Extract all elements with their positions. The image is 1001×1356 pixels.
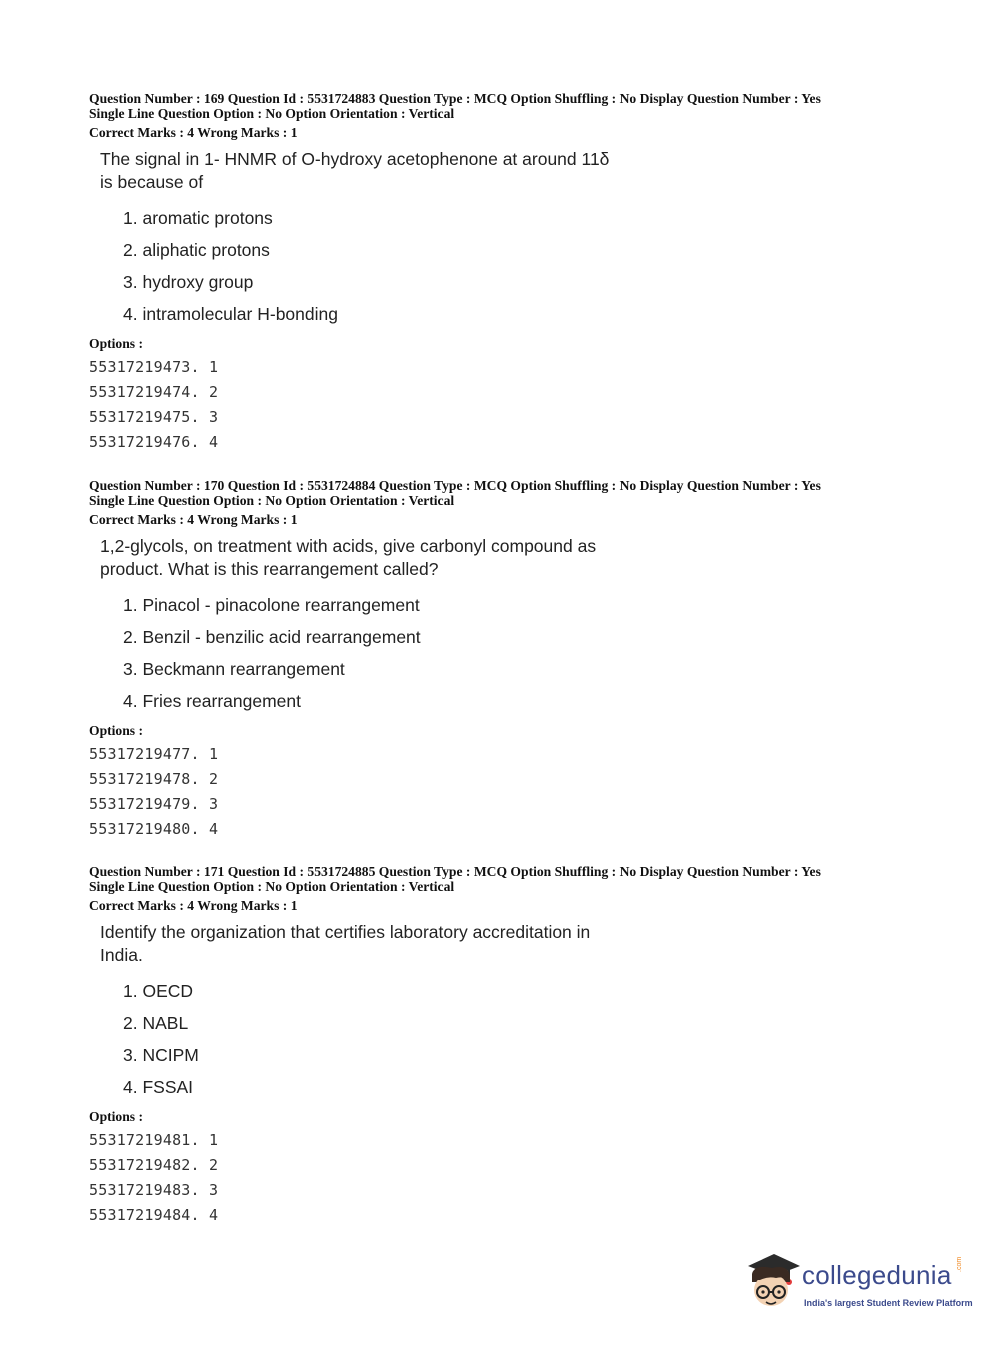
option-id-list: [89, 355, 949, 455]
logo-brand-text: collegedunia: [802, 1260, 952, 1290]
question-block-171: [89, 864, 949, 1228]
choice-item: 3. hydroxy group: [123, 272, 254, 292]
choice-item: 1. aromatic protons: [123, 208, 273, 228]
choice-item: 2. Benzil - benzilic acid rearrangement: [123, 627, 421, 647]
option-id-item: 55317219476. 4: [89, 433, 219, 451]
choice-list: [123, 202, 949, 330]
options-label: Options :: [89, 723, 144, 738]
collegedunia-logo[interactable]: [744, 1252, 974, 1316]
options-label: Options :: [89, 1109, 144, 1124]
options-label: Options :: [89, 336, 144, 351]
choice-item: 1. OECD: [123, 981, 194, 1001]
option-id-item: 55317219474. 2: [89, 383, 219, 401]
question-block-170: [89, 478, 949, 842]
option-id-list: [89, 1128, 949, 1228]
choice-item: 4. intramolecular H-bonding: [123, 304, 338, 324]
choice-item: 1. Pinacol - pinacolone rearrangement: [123, 595, 420, 615]
question-meta-line-1: Question Number : 170 Question Id : 5531724884 Question Type : MCQ Option Shuffling : No Display Question Number : Yes: [89, 478, 821, 493]
question-text: Identify the organization that certifies laboratory accreditation in India.: [100, 922, 591, 965]
question-meta-line-2: Single Line Question Option : No Option Orientation : Vertical: [89, 879, 455, 894]
option-id-item: 55317219480. 4: [89, 820, 219, 838]
question-text: The signal in 1- HNMR of O-hydroxy acetophenone at around 11δ is because of: [100, 149, 610, 192]
option-id-item: 55317219481. 1: [89, 1131, 219, 1149]
choice-item: 4. Fries rearrangement: [123, 691, 301, 711]
choice-list: [123, 589, 949, 717]
choice-item: 4. FSSAI: [123, 1077, 194, 1097]
option-id-item: 55317219483. 3: [89, 1181, 219, 1199]
option-id-item: 55317219479. 3: [89, 795, 219, 813]
question-block-169: [89, 91, 949, 455]
choice-item: 2. NABL: [123, 1013, 189, 1033]
logo-suffix: .com: [956, 1256, 963, 1272]
option-id-item: 55317219475. 3: [89, 408, 219, 426]
option-id-item: 55317219478. 2: [89, 770, 219, 788]
question-meta-line-1: Question Number : 171 Question Id : 5531724885 Question Type : MCQ Option Shuffling : No Display Question Number : Yes: [89, 864, 821, 879]
logo-tagline: India's largest Student Review Platform: [804, 1298, 973, 1308]
question-meta-line-2: Single Line Question Option : No Option Orientation : Vertical: [89, 493, 455, 508]
option-id-item: 55317219477. 1: [89, 745, 219, 763]
question-marks: Correct Marks : 4 Wrong Marks : 1: [89, 512, 298, 527]
question-meta-line-2: Single Line Question Option : No Option Orientation : Vertical: [89, 106, 455, 121]
student-mascot-icon: [744, 1252, 800, 1316]
choice-item: 3. Beckmann rearrangement: [123, 659, 345, 679]
choice-item: 3. NCIPM: [123, 1045, 199, 1065]
choice-list: [123, 975, 949, 1103]
question-marks: Correct Marks : 4 Wrong Marks : 1: [89, 125, 298, 140]
choice-item: 2. aliphatic protons: [123, 240, 270, 260]
option-id-item: 55317219482. 2: [89, 1156, 219, 1174]
question-meta-line-1: Question Number : 169 Question Id : 5531724883 Question Type : MCQ Option Shuffling : No Display Question Number : Yes: [89, 91, 821, 106]
question-text: 1,2-glycols, on treatment with acids, give carbonyl compound as product. What is this rearrangement called?: [100, 536, 597, 579]
question-marks: Correct Marks : 4 Wrong Marks : 1: [89, 898, 298, 913]
option-id-item: 55317219484. 4: [89, 1206, 219, 1224]
option-id-list: [89, 742, 949, 842]
option-id-item: 55317219473. 1: [89, 358, 219, 376]
